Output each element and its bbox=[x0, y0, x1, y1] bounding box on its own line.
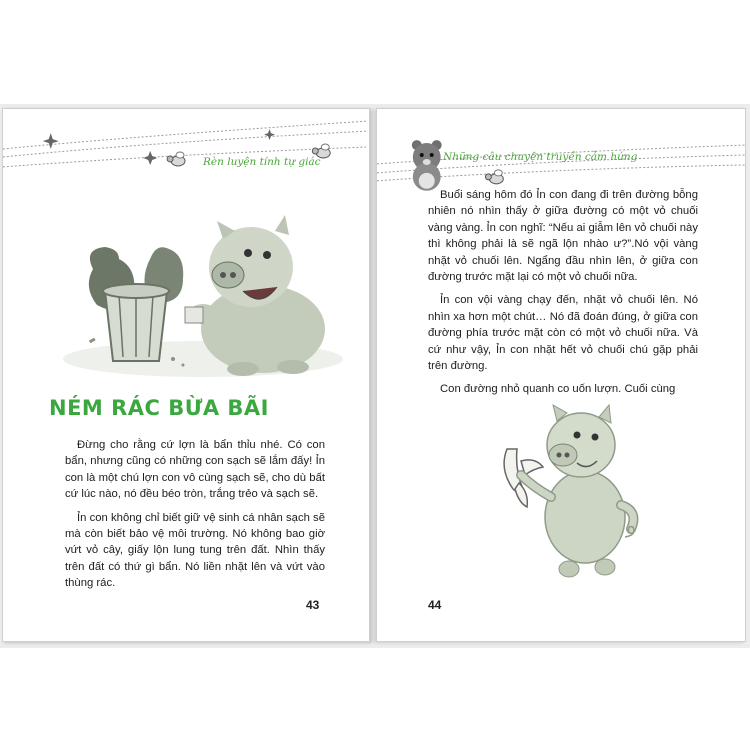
page-header-title: Những câu chuyện truyền cảm hứng bbox=[443, 151, 638, 163]
bear-icon bbox=[412, 140, 442, 191]
paragraph: Ỉn con vội vàng chạy đến, nhặt vỏ chuối lên. Nó nhìn xa hơn một chút… Nó đã đoán đúng, ở giữa con đường phía trước mặt còn có một vỏ chuối nữa. Và cứ như vậy, Ỉn con nhặt hết vỏ chuối chú gặp phải trên đường. bbox=[428, 294, 698, 373]
bee-icon bbox=[485, 170, 503, 184]
page-left bbox=[2, 108, 370, 642]
page-number: 44 bbox=[428, 598, 442, 612]
bee-icon bbox=[167, 152, 185, 166]
left-story-text bbox=[65, 437, 325, 599]
paragraph: Buổi sáng hôm đó Ỉn con đang đi trên đường bỗng nhiên nó nhìn thấy ở giữa đường có một vỏ chuối vàng vàng. Ỉn con nghĩ: “Nếu ai giẫm lên vỏ chuối này thì không phải là sẽ ngã lộn nhào ư?”.Nó vội vàng nhặt vỏ chuối lên. Ngẩng đầu nhìn lên, ở giữa con đường trước mặt lại có một vỏ chuối nữa. bbox=[428, 189, 698, 284]
page-header-title: Rèn luyện tính tự giác bbox=[203, 156, 321, 168]
paragraph: Con đường nhỏ quanh co uốn lượn. Cuối cùng bbox=[440, 383, 676, 396]
page-right bbox=[376, 108, 746, 642]
story-title: NÉM RÁC BỪA BÃI bbox=[49, 396, 269, 420]
page-number: 43 bbox=[306, 598, 320, 612]
pig-holding-banana-peel-illustration bbox=[477, 397, 652, 582]
paragraph: Đừng cho rằng cứ lợn là bẩn thỉu nhé. Có con bẩn, nhưng cũng có những con sạch sẽ lắm đấy! Ỉn con là một chú lợn con vô cùng sạch sẽ, cho dù bất cứ lúc nào, nó đều béo tròn, trắng trẻo và sạch sẽ. bbox=[65, 439, 325, 501]
pig-with-trash-can-illustration bbox=[53, 209, 343, 379]
paragraph: Ỉn con không chỉ biết giữ vệ sinh cá nhân sạch sẽ mà còn biết bảo vệ môi trường. Nó không bao giờ vứt vỏ cây, giấy lộn lung tung trên đất. Nhìn thấy trên đất có thứ gì bẩn. Nó liền nhặt lên và vứt vào thùng rác. bbox=[65, 511, 325, 590]
right-story-text bbox=[428, 187, 698, 405]
header-decoration-left bbox=[3, 109, 369, 199]
